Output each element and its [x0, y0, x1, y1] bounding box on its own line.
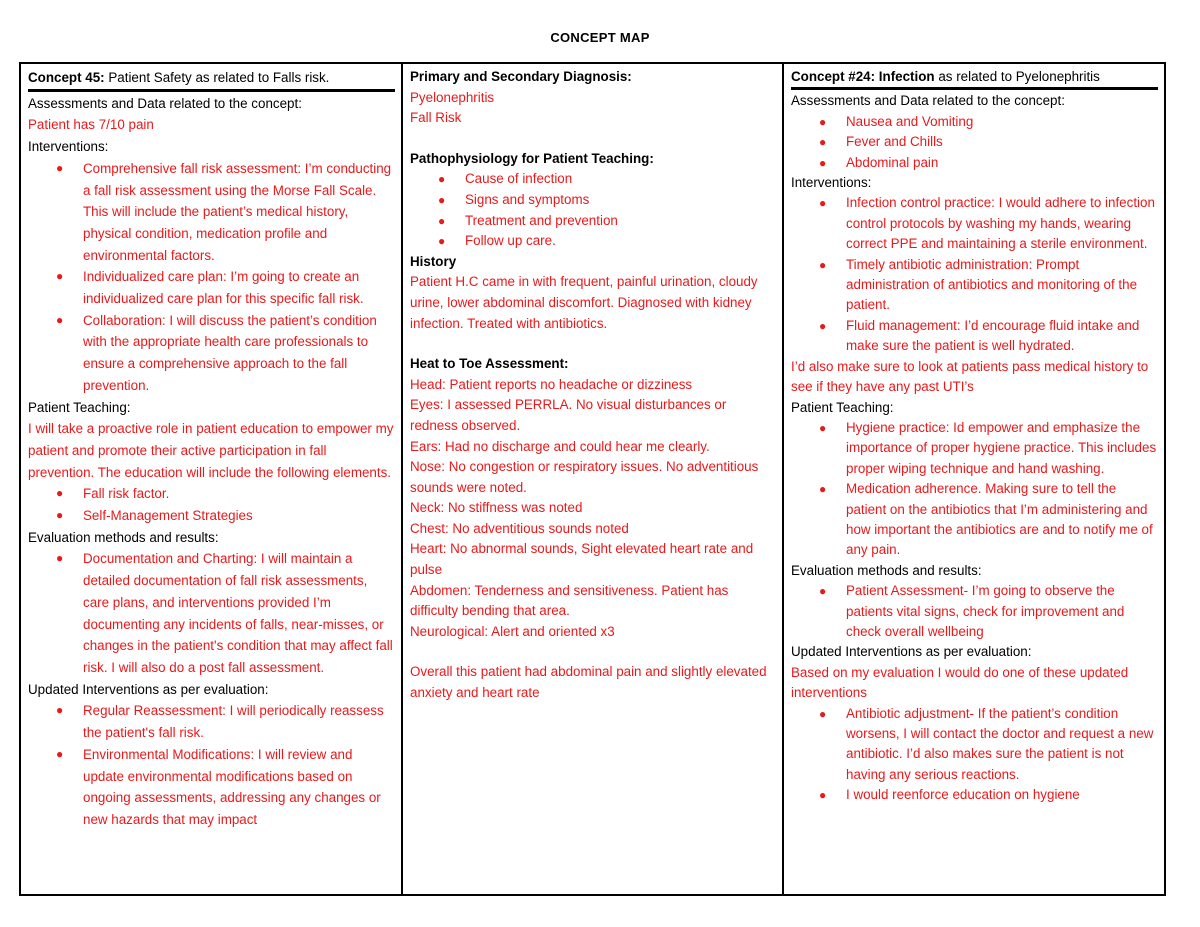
list-item: ● Antibiotic adjustment- If the patient’s condition worsens, I will contact the doctor and request a new antibiotic. I’d also makes sure the patient is not having any serious reactions. [819, 705, 1154, 782]
concept-45-header [28, 67, 395, 92]
interventions-list [28, 158, 395, 397]
assessments-label: Assessments and Data related to the concept: [791, 93, 1065, 109]
concept-24-number: Concept #24: Infection [791, 69, 935, 84]
history-text: Patient H.C came in with frequent, painful urination, cloudy urine, lower abdominal discomfort. Diagnosed with kidney infection. Treated with antibiotics. [410, 274, 758, 331]
red-bullet-icon: ● [819, 257, 827, 272]
assessment-ears: Ears: Had no discharge and could hear me clearly. [410, 438, 710, 454]
assessment-value: Patient has 7/10 pain [28, 117, 154, 133]
list-item: ● Environmental Modifications: I will review and update environmental modifications based on ongoing assessments, addressing any changes or new hazards that may impact [28, 744, 395, 831]
updated-interventions-list [791, 704, 1158, 806]
red-bullet-icon: ● [819, 196, 827, 211]
list-item: ● Treatment and prevention [410, 211, 776, 232]
red-bullet-icon: ● [438, 192, 446, 207]
concept-45-number: Concept 45: [28, 70, 105, 85]
red-bullet-icon: ● [56, 160, 64, 175]
head-to-toe-label: Heat to Toe Assessment: [410, 356, 569, 372]
list-item: ● Medication adherence. Making sure to tell the patient on the antibiotics that I’m administering and how important the antibiotics are and to notify me of any pain. [819, 481, 1153, 558]
list-item: ● Documentation and Charting: I will maintain a detailed documentation of fall risk assessments, care plans, and interventions provided I’m documenting any incidents of falls, near-misses, or changes in the patient's condition that may affect fall risk. I will also do a post fall assessment. [28, 548, 395, 678]
updated-interventions-list [28, 700, 395, 830]
list-item: ● Follow up care. [410, 231, 776, 252]
red-bullet-icon: ● [438, 172, 446, 187]
red-bullet-icon: ● [438, 213, 446, 228]
updated-interventions-label: Updated Interventions as per evaluation: [28, 681, 269, 697]
red-bullet-icon: ● [56, 551, 64, 566]
list-item: ● Regular Reassessment: I will periodically reassess the patient's fall risk. [28, 700, 395, 743]
assessment-chest: Chest: No adventitious sounds noted [410, 520, 629, 536]
red-bullet-icon: ● [819, 788, 827, 803]
overall-summary: Overall this patient had abdominal pain and slightly elevated anxiety and heart rate [410, 664, 767, 701]
list-item: ● Signs and symptoms [410, 190, 776, 211]
red-bullet-icon: ● [819, 135, 827, 150]
list-item: ● Collaboration: I will discuss the patient’s condition with the appropriate health care professionals to ensure a comprehensive approach to the fall prevention. [28, 310, 395, 397]
red-bullet-icon: ● [56, 703, 64, 718]
assessment-list [791, 112, 1158, 173]
list-item: ● Self-Management Strategies [28, 505, 395, 527]
red-bullet-icon: ● [819, 584, 827, 599]
red-bullet-icon: ● [819, 155, 827, 170]
list-item: ● Hygiene practice: Id empower and emphasize the importance of proper hygiene practice. This includes proper wiping technique and hand washing. [819, 419, 1157, 476]
secondary-diagnosis: Fall Risk [410, 110, 462, 126]
concept-45-title: Patient Safety as related to Falls risk. [104, 70, 330, 85]
teaching-list [791, 418, 1158, 561]
interventions-label: Interventions: [791, 175, 872, 191]
patient-teaching-text: I will take a proactive role in patient education to empower my patient and promote their active participation in fall prevention. The education will include the following elements. [28, 421, 394, 480]
assessment-heart: Heart: No abnormal sounds, Sight elevated heart rate and pulse [410, 541, 754, 578]
list-item: ● Nausea and Vomiting [791, 112, 1158, 132]
assessments-label: Assessments and Data related to the concept: [28, 95, 302, 111]
assessment-neck: Neck: No stiffness was noted [410, 500, 583, 516]
list-item: ● Fever and Chills [791, 132, 1158, 152]
assessment-eyes: Eyes: I assessed PERRLA. No visual disturbances or redness observed. [410, 397, 727, 433]
assessment-abdomen: Abdomen: Tenderness and sensitiveness. Patient has difficulty bending that area. [410, 582, 729, 619]
diagnosis-label: Primary and Secondary Diagnosis: [410, 69, 632, 84]
red-bullet-icon: ● [56, 508, 64, 523]
column-diagnosis [403, 64, 784, 894]
evaluation-label: Evaluation methods and results: [28, 529, 219, 545]
list-item: ● Fluid management: I’d encourage fluid intake and make sure the patient is well hydrated. [819, 317, 1140, 354]
red-bullet-icon: ● [56, 746, 64, 761]
updated-interventions-label: Updated Interventions as per evaluation: [791, 644, 1032, 660]
list-item: ● Patient Assessment- I’m going to observe the patients vital signs, check for improvement and check overall wellbeing [819, 583, 1125, 639]
list-item: ● Individualized care plan: I’m going to create an individualized care plan for this specific fall risk. [28, 266, 395, 309]
list-item: ● I would reenforce education on hygiene [791, 785, 1158, 805]
list-item: ● Timely antibiotic administration: Prompt administration of antibiotics and monitoring of the patient. [819, 256, 1138, 313]
evaluation-list [28, 548, 395, 678]
interventions-label: Interventions: [28, 139, 109, 155]
history-label: History [410, 253, 457, 269]
list-item: ● Infection control practice: I would adhere to infection control protocols by washing my hands, wearing correct PPE and maintaining a sterile environment. [819, 195, 1155, 252]
red-bullet-icon: ● [819, 706, 827, 721]
patient-teaching-label: Patient Teaching: [791, 399, 894, 415]
patient-teaching-label: Patient Teaching: [28, 399, 131, 415]
assessment-head: Head: Patient reports no headache or dizziness [410, 376, 693, 392]
interventions-list [791, 193, 1158, 356]
pathophysiology-label: Pathophysiology for Patient Teaching: [410, 150, 654, 166]
concept-map-table [19, 62, 1166, 896]
column-concept-falls [21, 64, 403, 894]
assessment-nose: Nose: No congestion or respiratory issues. No adventitious sounds were noted. [410, 459, 759, 495]
pathophysiology-list [410, 169, 776, 251]
list-item: ● Cause of infection [410, 169, 776, 190]
concept-24-header [791, 67, 1158, 90]
page-title: CONCEPT MAP [550, 30, 650, 45]
updated-interventions-text: Based on my evaluation I would do one of these updated interventions [791, 664, 1129, 701]
list-item: ● Abdominal pain [791, 153, 1158, 173]
assessment-neurological: Neurological: Alert and oriented x3 [410, 623, 615, 639]
red-bullet-icon: ● [819, 318, 827, 333]
list-item: ● Fall risk factor. [28, 483, 395, 505]
red-bullet-icon: ● [819, 420, 827, 435]
evaluation-list [791, 581, 1158, 642]
evaluation-label: Evaluation methods and results: [791, 562, 982, 578]
red-bullet-icon: ● [819, 114, 827, 129]
red-bullet-icon: ● [438, 234, 446, 249]
red-bullet-icon: ● [56, 269, 64, 284]
primary-diagnosis: Pyelonephritis [410, 89, 495, 105]
concept-24-title: as related to Pyelonephritis [934, 69, 1100, 84]
red-bullet-icon: ● [56, 486, 64, 501]
red-bullet-icon: ● [819, 482, 827, 497]
column-concept-infection [784, 64, 1164, 894]
teaching-list [28, 483, 395, 526]
history-note: I’d also make sure to look at patients pass medical history to see if they have any past UTI’s [791, 358, 1149, 395]
red-bullet-icon: ● [56, 312, 64, 327]
list-item: ● Comprehensive fall risk assessment: I’m conducting a fall risk assessment using the Morse Fall Scale. This will include the patient’s medical history, physical condition, medication profile and environmental factors. [28, 158, 395, 267]
